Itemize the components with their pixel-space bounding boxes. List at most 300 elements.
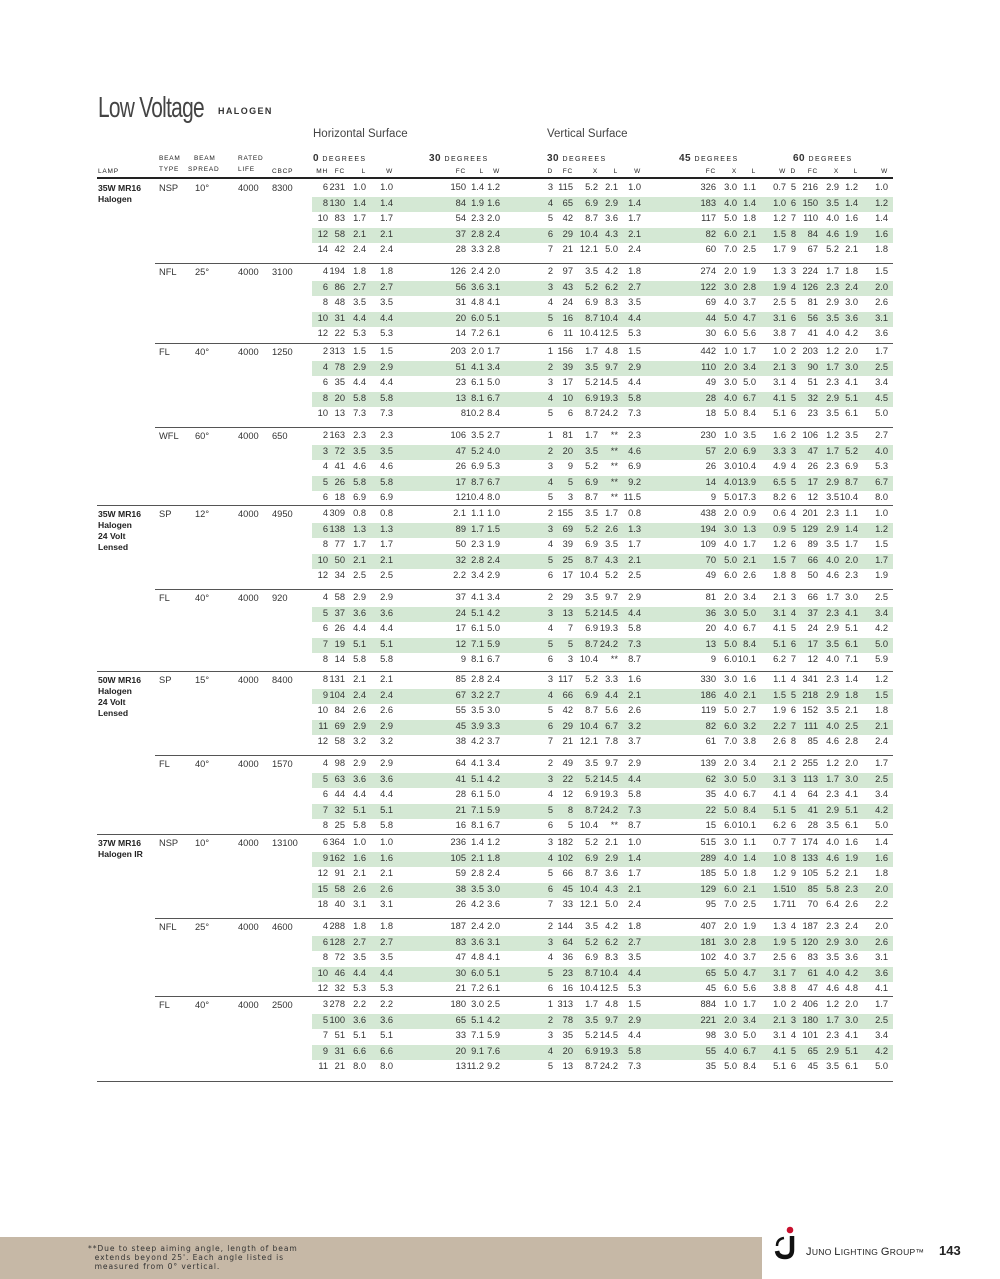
table-cell: 438: [700, 508, 716, 518]
table-cell: 101: [802, 1030, 818, 1041]
sub-column-header: X: [833, 168, 839, 175]
angle-word: DEGREES: [444, 156, 489, 163]
table-cell: 5.2: [605, 570, 618, 581]
angle-value: 45: [679, 153, 692, 164]
table-cell: 37: [455, 228, 466, 239]
table-cell: 15: [705, 820, 716, 831]
table-cell: 2.9: [380, 758, 393, 768]
table-cell: 2.9: [628, 592, 641, 602]
table-cell: 2.3: [353, 430, 366, 440]
table-cell: 1.5: [773, 228, 786, 239]
table-cell: 122: [700, 281, 716, 292]
table-cell: 47: [807, 445, 818, 456]
table-cell: 6: [790, 705, 796, 716]
table-cell: 11: [563, 328, 573, 339]
table-cell: 3.0: [724, 1030, 737, 1041]
table-cell: 2.1: [380, 868, 393, 879]
table-cell: 2.3: [471, 213, 484, 224]
table-cell: 5.0: [487, 623, 500, 634]
table-cell: 5.1: [487, 312, 500, 323]
table-cell: 183: [700, 197, 716, 208]
table-cell: 3.5: [826, 952, 839, 963]
table-cell: 6.2: [773, 820, 786, 831]
table-cell: 2.9: [826, 523, 839, 534]
table-cell: 6.9: [585, 1045, 598, 1056]
table-cell: 72: [334, 952, 345, 963]
table-cell: 5.2: [585, 182, 598, 192]
table-cell: 4.1: [471, 758, 484, 768]
table-cell: 2.4: [353, 244, 366, 255]
table-cell: 2.1: [845, 705, 858, 716]
table-row: [312, 476, 893, 491]
table-cell: 2.0: [845, 758, 858, 768]
table-cell: 4.8: [605, 999, 618, 1009]
table-cell: 5: [790, 804, 796, 815]
table-cell: 3.6: [487, 899, 500, 910]
table-cell: 1.3: [353, 523, 366, 534]
table-cell: 64: [562, 936, 573, 947]
table-cell: 5: [790, 689, 796, 700]
table-cell: 98: [705, 1030, 716, 1041]
table-cell: 67: [807, 244, 818, 255]
table-cell: 34: [334, 570, 345, 581]
table-cell: 5: [322, 607, 328, 618]
table-cell: 12.1: [579, 736, 598, 747]
table-cell: 5.8: [628, 789, 641, 800]
table-cell: 4: [547, 689, 553, 700]
rated-life: 4000: [238, 838, 259, 848]
table-cell: 8.4: [743, 408, 756, 419]
table-cell: 5.0: [875, 638, 888, 649]
table-cell: 63: [334, 773, 345, 784]
table-cell: 1.5: [875, 539, 888, 550]
table-cell: 4.6: [380, 461, 393, 472]
table-cell: 152: [802, 705, 818, 716]
table-cell: 3.0: [845, 361, 858, 372]
table-cell: 6: [322, 936, 328, 947]
beam-spread: 10°: [195, 838, 210, 848]
table-cell: 8.7: [845, 476, 858, 487]
table-cell: 4: [790, 461, 796, 472]
table-cell: 3.1: [353, 899, 366, 910]
table-cell: 5: [790, 392, 796, 403]
table-cell: 1.7: [353, 539, 366, 550]
table-cell: 2.4: [487, 228, 500, 239]
table-cell: 6.9: [471, 461, 484, 472]
table-cell: 1.0: [724, 430, 737, 440]
table-cell: 4.4: [380, 312, 393, 323]
table-cell: 0.8: [353, 508, 366, 518]
table-cell: 5.0: [724, 492, 737, 503]
table-cell: 8.0: [353, 1061, 366, 1072]
table-cell: 3.5: [826, 492, 839, 503]
table-cell: 2.3: [628, 430, 641, 440]
table-cell: 163: [329, 430, 345, 440]
table-cell: 138: [329, 523, 345, 534]
table-cell: 4.5: [875, 392, 888, 403]
table-cell: 90: [807, 361, 818, 372]
table-cell: 59: [455, 868, 466, 879]
table-cell: 113: [803, 773, 818, 784]
table-cell: 14: [455, 328, 466, 339]
table-cell: 21: [455, 983, 466, 994]
table-cell: 66: [562, 689, 573, 700]
table-cell: 24: [807, 623, 818, 634]
table-cell: 6.9: [585, 392, 598, 403]
table-cell: 6.2: [773, 654, 786, 665]
table-cell: 8.4: [743, 1061, 756, 1072]
table-cell: 6: [790, 539, 796, 550]
table-cell: 180: [802, 1014, 818, 1025]
table-row: [312, 312, 893, 327]
table-cell: 4.2: [487, 773, 500, 784]
table-cell: 6.5: [773, 476, 786, 487]
table-cell: 7.0: [724, 736, 737, 747]
table-cell: 19.3: [599, 392, 618, 403]
table-cell: 14.5: [599, 607, 618, 618]
table-cell: 2.1: [743, 689, 756, 700]
table-cell: 3.5: [585, 445, 598, 456]
table-cell: 2.9: [353, 592, 366, 602]
table-cell: 2.4: [471, 266, 484, 276]
table-cell: 10.4: [579, 570, 598, 581]
table-cell: 7: [547, 899, 553, 910]
table-cell: 1.9: [743, 921, 756, 931]
table-cell: 12: [807, 492, 818, 503]
table-cell: 4.3: [605, 228, 618, 239]
table-cell: 28: [705, 392, 716, 403]
table-cell: 2: [322, 430, 328, 440]
table-cell: 6.9: [585, 197, 598, 208]
table-cell: 8: [790, 736, 796, 747]
table-cell: 218: [802, 689, 818, 700]
table-cell: 6: [790, 492, 796, 503]
beam-spread: 25°: [195, 922, 210, 932]
table-cell: 2.0: [845, 999, 858, 1009]
table-cell: 65: [455, 1014, 466, 1025]
table-cell: 2.1: [353, 228, 366, 239]
table-cell: 4.2: [845, 328, 858, 339]
lamp-name-line: 24 Volt: [98, 531, 126, 541]
table-cell: 4: [322, 921, 328, 931]
table-cell: 9.7: [605, 592, 618, 602]
table-cell: 39: [562, 361, 573, 372]
table-cell: 2: [790, 430, 796, 440]
table-cell: 18: [317, 899, 328, 910]
table-cell: 1.6: [845, 837, 858, 847]
table-cell: 2.1: [628, 554, 641, 565]
table-row: [312, 407, 893, 422]
table-cell: 20: [455, 312, 466, 323]
table-cell: 8: [790, 228, 796, 239]
table-cell: 17: [562, 570, 573, 581]
table-cell: 3.5: [585, 592, 598, 602]
table-cell: 3.5: [585, 508, 598, 518]
table-cell: 4.4: [628, 1030, 641, 1041]
table-cell: 1.6: [353, 852, 366, 863]
table-cell: 1.1: [743, 182, 756, 192]
table-cell: 4: [790, 607, 796, 618]
table-cell: 5: [790, 623, 796, 634]
table-cell: 12: [455, 492, 466, 503]
table-cell: 1.6: [743, 674, 756, 684]
table-cell: 2: [790, 346, 796, 356]
table-cell: 4.3: [605, 554, 618, 565]
table-cell: 2.6: [605, 523, 618, 534]
table-row: [312, 361, 893, 376]
table-cell: 84: [455, 197, 466, 208]
table-cell: 5.2: [585, 523, 598, 534]
table-cell: 5.1: [353, 638, 366, 649]
table-row: [312, 819, 893, 834]
table-cell: 3.4: [471, 570, 484, 581]
table-cell: 8.7: [585, 1061, 598, 1072]
table-cell: 50: [334, 554, 345, 565]
table-cell: 41: [807, 804, 818, 815]
table-cell: 117: [558, 674, 573, 684]
table-cell: 9.2: [628, 476, 641, 487]
table-row: [312, 554, 893, 569]
table-cell: 3.2: [380, 736, 393, 747]
table-cell: 3.4: [487, 592, 500, 602]
table-cell: 2.7: [743, 705, 756, 716]
table-cell: 5.2: [585, 607, 598, 618]
table-cell: 2.1: [628, 228, 641, 239]
table-row: [312, 296, 893, 311]
table-cell: 1.7: [875, 346, 888, 356]
table-cell: 3.4: [487, 758, 500, 768]
table-cell: 4.1: [471, 592, 484, 602]
table-cell: 106: [450, 430, 466, 440]
table-row: [312, 920, 893, 935]
table-cell: 7.0: [724, 244, 737, 255]
table-cell: 2.3: [826, 674, 839, 684]
table-cell: 1.8: [628, 921, 641, 931]
table-cell: 22: [562, 773, 573, 784]
table-cell: 2.5: [845, 720, 858, 731]
table-cell: 5.3: [380, 983, 393, 994]
table-cell: 5.0: [724, 1061, 737, 1072]
table-cell: 4.4: [353, 312, 366, 323]
rated-life-header-2: LIFE: [238, 166, 255, 173]
table-cell: 2.9: [826, 476, 839, 487]
table-cell: 1.3: [380, 523, 393, 534]
table-cell: 3: [547, 281, 553, 292]
table-cell: 14: [317, 244, 328, 255]
table-cell: 2.1: [453, 508, 466, 518]
table-cell: 20: [562, 445, 573, 456]
table-cell: 16: [455, 820, 466, 831]
table-cell: 0.7: [773, 837, 786, 847]
table-cell: 1.7: [773, 899, 786, 910]
table-cell: 8.1: [471, 392, 484, 403]
table-cell: 36: [705, 607, 716, 618]
table-cell: 4: [547, 1045, 553, 1056]
table-cell: 30: [705, 328, 716, 339]
cbcp-value: 3100: [272, 267, 293, 277]
table-cell: 32: [334, 804, 345, 815]
table-cell: 1.3: [628, 523, 641, 534]
table-cell: 1.7: [628, 213, 641, 224]
table-cell: 2.1: [471, 852, 484, 863]
table-cell: 6.1: [845, 1061, 858, 1072]
table-cell: 3.0: [724, 837, 737, 847]
table-row: [312, 638, 893, 653]
cbcp-value: 2500: [272, 1000, 293, 1010]
beam-spread: 60°: [195, 431, 210, 441]
table-cell: 6.4: [826, 899, 839, 910]
table-cell: 3.0: [845, 1014, 858, 1025]
table-cell: 8.7: [585, 492, 598, 503]
table-cell: 4.7: [743, 967, 756, 978]
table-cell: 3.5: [585, 921, 598, 931]
table-cell: 181: [700, 936, 716, 947]
table-cell: 83: [455, 936, 466, 947]
table-cell: 1.4: [875, 837, 888, 847]
table-cell: 16: [562, 983, 573, 994]
sub-column-header: FC: [562, 168, 573, 175]
table-cell: 1.2: [773, 868, 786, 879]
table-cell: 2.1: [773, 361, 786, 372]
table-cell: 1.5: [380, 346, 393, 356]
table-cell: 3.5: [826, 820, 839, 831]
table-cell: 2.1: [773, 592, 786, 602]
table-cell: 129: [700, 883, 716, 894]
table-cell: 2.9: [826, 936, 839, 947]
table-cell: 2.1: [605, 837, 618, 847]
table-cell: 1.7: [585, 430, 598, 440]
table-cell: 3.4: [743, 592, 756, 602]
table-cell: 8.0: [875, 492, 888, 503]
table-cell: 4.2: [845, 967, 858, 978]
table-cell: 1.1: [773, 674, 786, 684]
table-cell: 3.5: [585, 361, 598, 372]
table-cell: 109: [700, 539, 716, 550]
table-cell: 58: [334, 592, 345, 602]
table-cell: 9: [322, 852, 328, 863]
table-cell: 5: [567, 476, 573, 487]
group-divider: [155, 918, 893, 919]
table-cell: 3: [547, 674, 553, 684]
table-row: [312, 735, 893, 750]
lamp-name-line: Halogen: [98, 194, 132, 204]
table-cell: 4.2: [487, 1014, 500, 1025]
table-cell: 9: [322, 1045, 328, 1056]
table-cell: 186: [700, 689, 716, 700]
table-cell: 2.4: [487, 554, 500, 565]
table-row: [312, 243, 893, 258]
table-cell: 1.6: [628, 674, 641, 684]
table-cell: 1.5: [773, 883, 786, 894]
table-cell: 4.2: [875, 1045, 888, 1056]
table-cell: 77: [334, 539, 345, 550]
table-row: [312, 197, 893, 212]
table-cell: 9.7: [605, 758, 618, 768]
table-cell: 5.0: [605, 244, 618, 255]
table-cell: 5.1: [380, 804, 393, 815]
table-cell: 326: [700, 182, 716, 192]
table-cell: 4.0: [724, 392, 737, 403]
table-cell: 3.0: [845, 936, 858, 947]
rated-life: 4000: [238, 1000, 259, 1010]
table-cell: 3.0: [724, 377, 737, 388]
table-cell: 3.5: [605, 539, 618, 550]
lamp-divider: [97, 505, 893, 506]
table-cell: 5.8: [380, 820, 393, 831]
table-cell: 2.0: [875, 883, 888, 894]
table-cell: 2.2: [353, 999, 366, 1009]
table-cell: 1.8: [743, 213, 756, 224]
table-cell: 81: [562, 430, 573, 440]
table-cell: 5.0: [875, 408, 888, 419]
table-cell: 1.1: [845, 508, 858, 518]
table-cell: 2.0: [724, 592, 737, 602]
table-cell: 1.4: [628, 852, 641, 863]
table-cell: 3.5: [585, 758, 598, 768]
table-cell: 26: [334, 476, 345, 487]
angle-word: DEGREES: [322, 156, 367, 163]
table-cell: 3: [567, 654, 573, 665]
table-cell: 2.2: [773, 720, 786, 731]
beam-spread-header-1: BEAM: [194, 155, 216, 162]
table-cell: 5: [790, 523, 796, 534]
table-cell: 2.4: [487, 674, 500, 684]
table-cell: 85: [455, 674, 466, 684]
table-cell: 3.6: [605, 868, 618, 879]
table-cell: 4.2: [875, 623, 888, 634]
lamp-divider: [97, 1081, 893, 1082]
table-cell: 224: [802, 266, 818, 276]
table-cell: 4.4: [628, 607, 641, 618]
table-cell: 7: [790, 654, 796, 665]
table-cell: 5: [547, 967, 553, 978]
table-cell: 6: [790, 197, 796, 208]
table-cell: 6.0: [471, 312, 484, 323]
table-cell: 20: [562, 1045, 573, 1056]
table-cell: 4.0: [826, 720, 839, 731]
table-cell: 2.4: [845, 921, 858, 931]
table-cell: 14: [334, 654, 345, 665]
table-cell: 5.0: [743, 1030, 756, 1041]
table-cell: 55: [455, 705, 466, 716]
table-cell: 8: [322, 820, 328, 831]
table-cell: 1.2: [487, 837, 500, 847]
table-cell: 1.5: [875, 266, 888, 276]
table-cell: 5: [567, 638, 573, 649]
table-cell: 3.5: [826, 312, 839, 323]
table-cell: 83: [807, 952, 818, 963]
table-cell: 9: [710, 654, 716, 665]
table-cell: 16: [562, 312, 573, 323]
table-cell: 2.6: [875, 936, 888, 947]
table-cell: 21: [455, 804, 466, 815]
table-cell: 0.8: [628, 508, 641, 518]
rated-life: 4000: [238, 922, 259, 932]
table-cell: 2.9: [380, 361, 393, 372]
table-cell: 7.3: [353, 408, 366, 419]
table-cell: 14.5: [599, 773, 618, 784]
rated-life: 4000: [238, 509, 259, 519]
table-cell: 4: [547, 539, 553, 550]
table-cell: 4.6: [353, 461, 366, 472]
table-row: [312, 228, 893, 243]
beam-type: NSP: [159, 183, 179, 193]
table-cell: 4: [322, 266, 328, 276]
table-cell: 6: [322, 377, 328, 388]
table-cell: 5: [547, 705, 553, 716]
group-divider: [155, 589, 893, 590]
table-cell: 17: [455, 623, 466, 634]
